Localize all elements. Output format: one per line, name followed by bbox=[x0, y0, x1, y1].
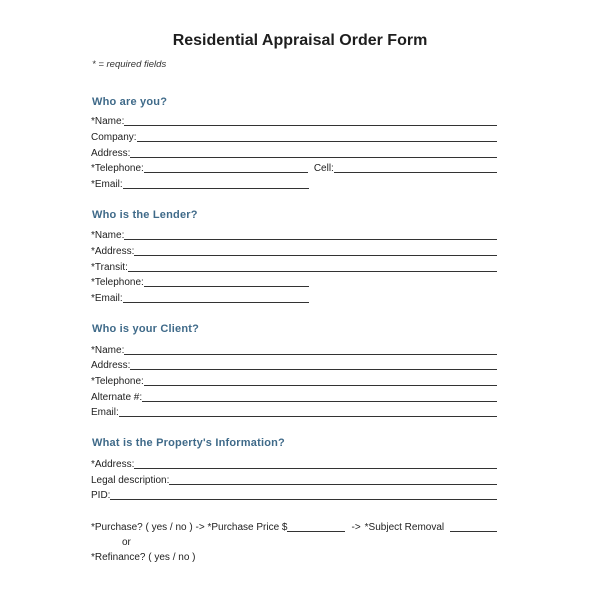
input-line[interactable] bbox=[128, 271, 497, 272]
input-line[interactable] bbox=[134, 468, 497, 469]
cell-input-line[interactable] bbox=[334, 172, 497, 173]
subject-removal-input-line[interactable] bbox=[450, 531, 497, 532]
lender-email-field[interactable] bbox=[91, 292, 309, 304]
or-text: or bbox=[122, 537, 131, 548]
your-name-field[interactable] bbox=[91, 115, 497, 127]
refinance-label[interactable]: *Refinance? ( yes / no ) bbox=[91, 552, 196, 563]
field-label: *Email: bbox=[91, 179, 123, 190]
subject-removal-label: *Subject Removal bbox=[364, 522, 445, 533]
property-pid-field[interactable] bbox=[91, 489, 497, 501]
input-line[interactable] bbox=[169, 484, 497, 485]
property-legal-description-field[interactable] bbox=[91, 474, 497, 486]
field-label: *Telephone: bbox=[91, 277, 144, 288]
input-line[interactable] bbox=[124, 125, 497, 126]
client-address-field[interactable] bbox=[91, 359, 497, 371]
field-label: Address: bbox=[91, 360, 131, 371]
field-label: *Telephone: bbox=[91, 163, 144, 174]
field-label: *Name: bbox=[91, 345, 125, 356]
input-line[interactable] bbox=[137, 141, 497, 142]
field-label: Email: bbox=[91, 407, 119, 418]
form-title: Residential Appraisal Order Form bbox=[172, 32, 428, 49]
telephone-input-line[interactable] bbox=[144, 172, 308, 173]
input-line[interactable] bbox=[124, 354, 497, 355]
required-fields-note: * = required fields bbox=[92, 59, 167, 70]
purchase-label: *Purchase? ( yes / no ) -> *Purchase Price $ bbox=[91, 522, 288, 533]
field-label: Cell: bbox=[313, 163, 334, 174]
lender-name-field[interactable] bbox=[91, 229, 497, 241]
input-line[interactable] bbox=[124, 239, 497, 240]
purchase-price-input-line[interactable] bbox=[287, 531, 345, 532]
input-line[interactable] bbox=[123, 302, 309, 303]
section-heading-property: What is the Property's Information? bbox=[92, 437, 285, 449]
section-heading-client: Who is your Client? bbox=[92, 323, 200, 335]
lender-telephone-field[interactable] bbox=[91, 276, 309, 288]
field-label: *Telephone: bbox=[91, 376, 144, 387]
client-email-field[interactable] bbox=[91, 406, 497, 418]
client-name-field[interactable] bbox=[91, 344, 497, 356]
lender-address-field[interactable] bbox=[91, 245, 497, 257]
your-email-field[interactable] bbox=[91, 178, 309, 190]
field-label: *Email: bbox=[91, 293, 123, 304]
field-label: Legal description: bbox=[91, 475, 170, 486]
field-label: Address: bbox=[91, 148, 131, 159]
your-company-field[interactable] bbox=[91, 131, 497, 143]
field-label: PID: bbox=[91, 490, 111, 501]
client-alternate-field[interactable] bbox=[91, 391, 497, 403]
input-line[interactable] bbox=[144, 286, 309, 287]
field-label: *Address: bbox=[91, 459, 135, 470]
field-label: *Address: bbox=[91, 246, 135, 257]
client-telephone-field[interactable] bbox=[91, 375, 497, 387]
lender-transit-field[interactable] bbox=[91, 261, 497, 273]
property-address-field[interactable] bbox=[91, 458, 497, 470]
input-line[interactable] bbox=[130, 369, 497, 370]
arrow-text: -> bbox=[351, 522, 361, 533]
input-line[interactable] bbox=[134, 255, 497, 256]
purchase-row bbox=[91, 521, 497, 533]
input-line[interactable] bbox=[123, 188, 309, 189]
your-telephone-cell-row bbox=[91, 162, 497, 174]
section-heading-who-are-you: Who are you? bbox=[92, 96, 168, 108]
field-label: *Transit: bbox=[91, 262, 128, 273]
input-line[interactable] bbox=[130, 157, 497, 158]
section-heading-lender: Who is the Lender? bbox=[92, 209, 198, 221]
field-label: *Name: bbox=[91, 230, 125, 241]
your-address-field[interactable] bbox=[91, 147, 497, 159]
input-line[interactable] bbox=[119, 416, 497, 417]
field-label: *Name: bbox=[91, 116, 125, 127]
input-line[interactable] bbox=[144, 385, 497, 386]
field-label: Company: bbox=[91, 132, 137, 143]
field-label: Alternate #: bbox=[91, 392, 143, 403]
input-line[interactable] bbox=[110, 499, 497, 500]
input-line[interactable] bbox=[142, 401, 497, 402]
